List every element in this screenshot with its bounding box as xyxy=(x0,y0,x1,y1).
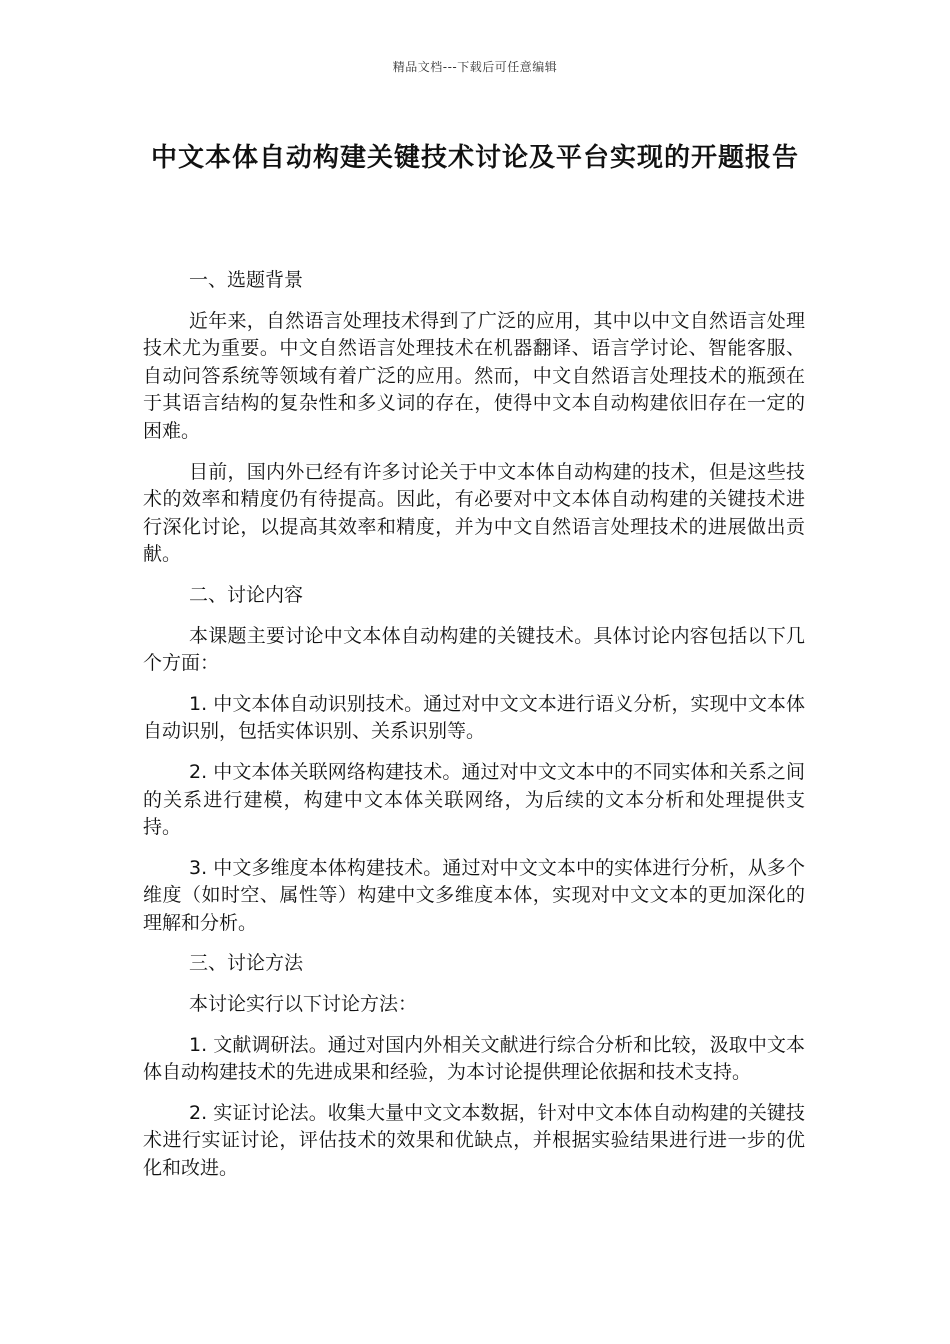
section-heading: 二、讨论内容 xyxy=(189,583,304,606)
paragraph: 目前，国内外已经有许多讨论关于中文本体自动构建的技术，但是这些技术的效率和精度仍有待提高。因此，有必要对中文本体自动构建的关键技术进行深化讨论，以提高其效率和精度，并为中文自然语言处理技术的进展做出贡献。 xyxy=(143,460,805,566)
section-content xyxy=(143,582,805,938)
document-body xyxy=(143,267,805,1196)
header-note: 精品文档---下载后可任意编辑 xyxy=(392,60,558,74)
section-heading: 一、选题背景 xyxy=(189,269,304,291)
list-item: 1. 中文本体自动识别技术。通过对中文文本进行语义分析，实现中文本体自动识别，包括实体识别、关系识别等。 xyxy=(143,692,805,743)
paragraph: 本讨论实行以下讨论方法： xyxy=(189,993,418,1016)
list-item: 2. 中文本体关联网络构建技术。通过对中文文本中的不同实体和关系之间的关系进行建模，构建中文本体关联网络，为后续的文本分析和处理提供支持。 xyxy=(143,760,805,839)
list-item: 1. 文献调研法。通过对国内外相关文献进行综合分析和比较，汲取中文本体自动构建技术的先进成果和经验，为本讨论提供理论依据和技术支持。 xyxy=(143,1033,805,1084)
paragraph: 近年来，自然语言处理技术得到了广泛的应用，其中以中文自然语言处理技术尤为重要。中文自然语言处理技术在机器翻译、语言学讨论、智能客服、自动问答系统等领域有着广泛的应用。然而，中文自然语言处理技术的瓶颈在于其语言结构的复杂性和多义词的存在，使得中文本自动构建依旧存在一定的困难。 xyxy=(143,309,805,442)
paragraph: 本课题主要讨论中文本体自动构建的关键技术。具体讨论内容包括以下几个方面： xyxy=(143,624,805,675)
section-background xyxy=(143,267,805,569)
document-title: 中文本体自动构建关键技术讨论及平台实现的开题报告 xyxy=(150,143,799,173)
list-item: 3. 中文多维度本体构建技术。通过对中文文本中的实体进行分析，从多个维度（如时空、属性等）构建中文多维度本体，实现对中文文本的更加深化的理解和分析。 xyxy=(143,856,805,934)
section-heading: 三、讨论方法 xyxy=(189,952,304,975)
list-item: 2. 实证讨论法。收集大量中文文本数据，针对中文本体自动构建的关键技术进行实证讨论，评估技术的效果和优缺点，并根据实验结果进行进一步的优化和改进。 xyxy=(143,1101,805,1180)
section-methods xyxy=(143,950,805,1182)
